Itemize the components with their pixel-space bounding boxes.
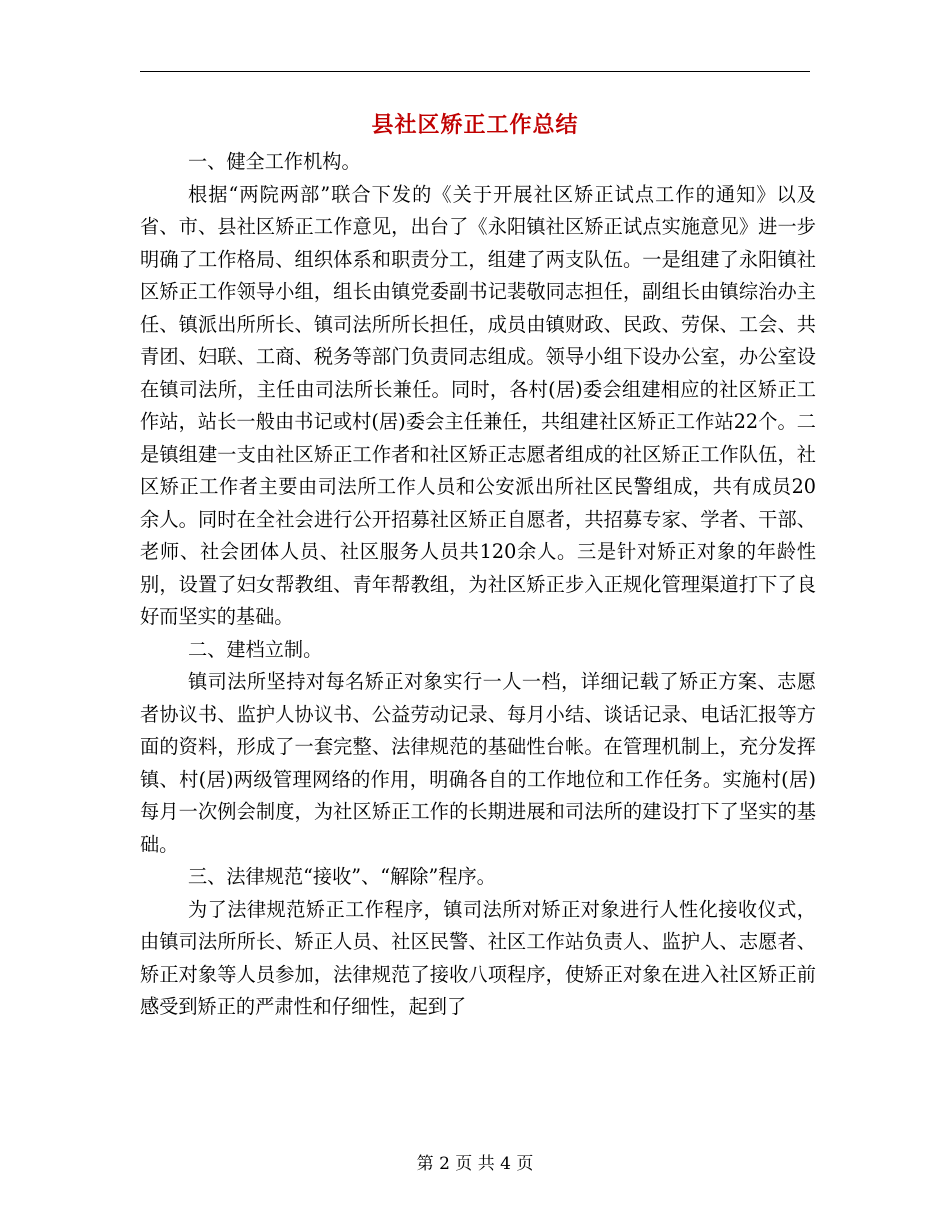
- body-paragraph-2: 镇司法所坚持对每名矫正对象实行一人一档，详细记载了矫正方案、志愿者协议书、监护人协议书、公益劳动记录、每月小结、谈话记录、电话汇报等方面的资料，形成了一套完整、法律规范的基础性台帐。在管理机制上，充分发挥镇、村(居)两级管理网络的作用，明确各自的工作地位和工作任务。实施村(居)每月一次例会制度，为社区矫正工作的长期进展和司法所的建设打下了坚实的基础。: [140, 670, 816, 856]
- document-body: [140, 146, 816, 1024]
- section-heading-2: 二、建档立制。: [188, 637, 323, 661]
- section-heading-3: 三、法律规范“接收”、“解除”程序。: [188, 865, 496, 888]
- body-paragraph-1: 根据“两院两部”联合下发的《关于开展社区矫正试点工作的通知》以及省、市、县社区矫正工作意见，出台了《永阳镇社区矫正试点实施意见》进一步明确了工作格局、组织体系和职责分工，组建了两支队伍。一是组建了永阳镇社区矫正工作领导小组，组长由镇党委副书记裴敬同志担任，副组长由镇综治办主任、镇派出所所长、镇司法所所长担任，成员由镇财政、民政、劳保、工会、共青团、妇联、工商、税务等部门负责同志组成。领导小组下设办公室，办公室设在镇司法所，主任由司法所长兼任。同时，各村(居)委会组建相应的社区矫正工作站，站长一般由书记或村(居)委会主任兼任，共组建社区矫正工作站22个。二是镇组建一支由社区矫正工作者和社区矫正志愿者组成的社区矫正工作队伍，社区矫正工作者主要由司法所工作人员和公安派出所社区民警组成，共有成员20余人。同时在全社会进行公开招募社区矫正自愿者，共招募专家、学者、干部、老师、社会团体人员、社区服务人员共120余人。三是针对矫正对象的年龄性别，设置了妇女帮教组、青年帮教组，为社区矫正步入正规化管理渠道打下了良好而坚实的基础。: [140, 182, 816, 628]
- document-title: 县社区矫正工作总结: [371, 112, 579, 138]
- section-heading-1: 一、健全工作机构。: [188, 150, 361, 173]
- page-number-footer: 第 2 页 共 4 页: [416, 1154, 534, 1174]
- body-paragraph-3: 为了法律规范矫正工作程序，镇司法所对矫正对象进行人性化接收仪式，由镇司法所所长、矫正人员、社区民警、社区工作站负责人、监护人、志愿者、矫正对象等人员参加，法律规范了接收八项程序，使矫正对象在进入社区矫正前感受到矫正的严肃性和仔细性，起到了: [140, 897, 816, 1018]
- header-rule: [140, 71, 810, 72]
